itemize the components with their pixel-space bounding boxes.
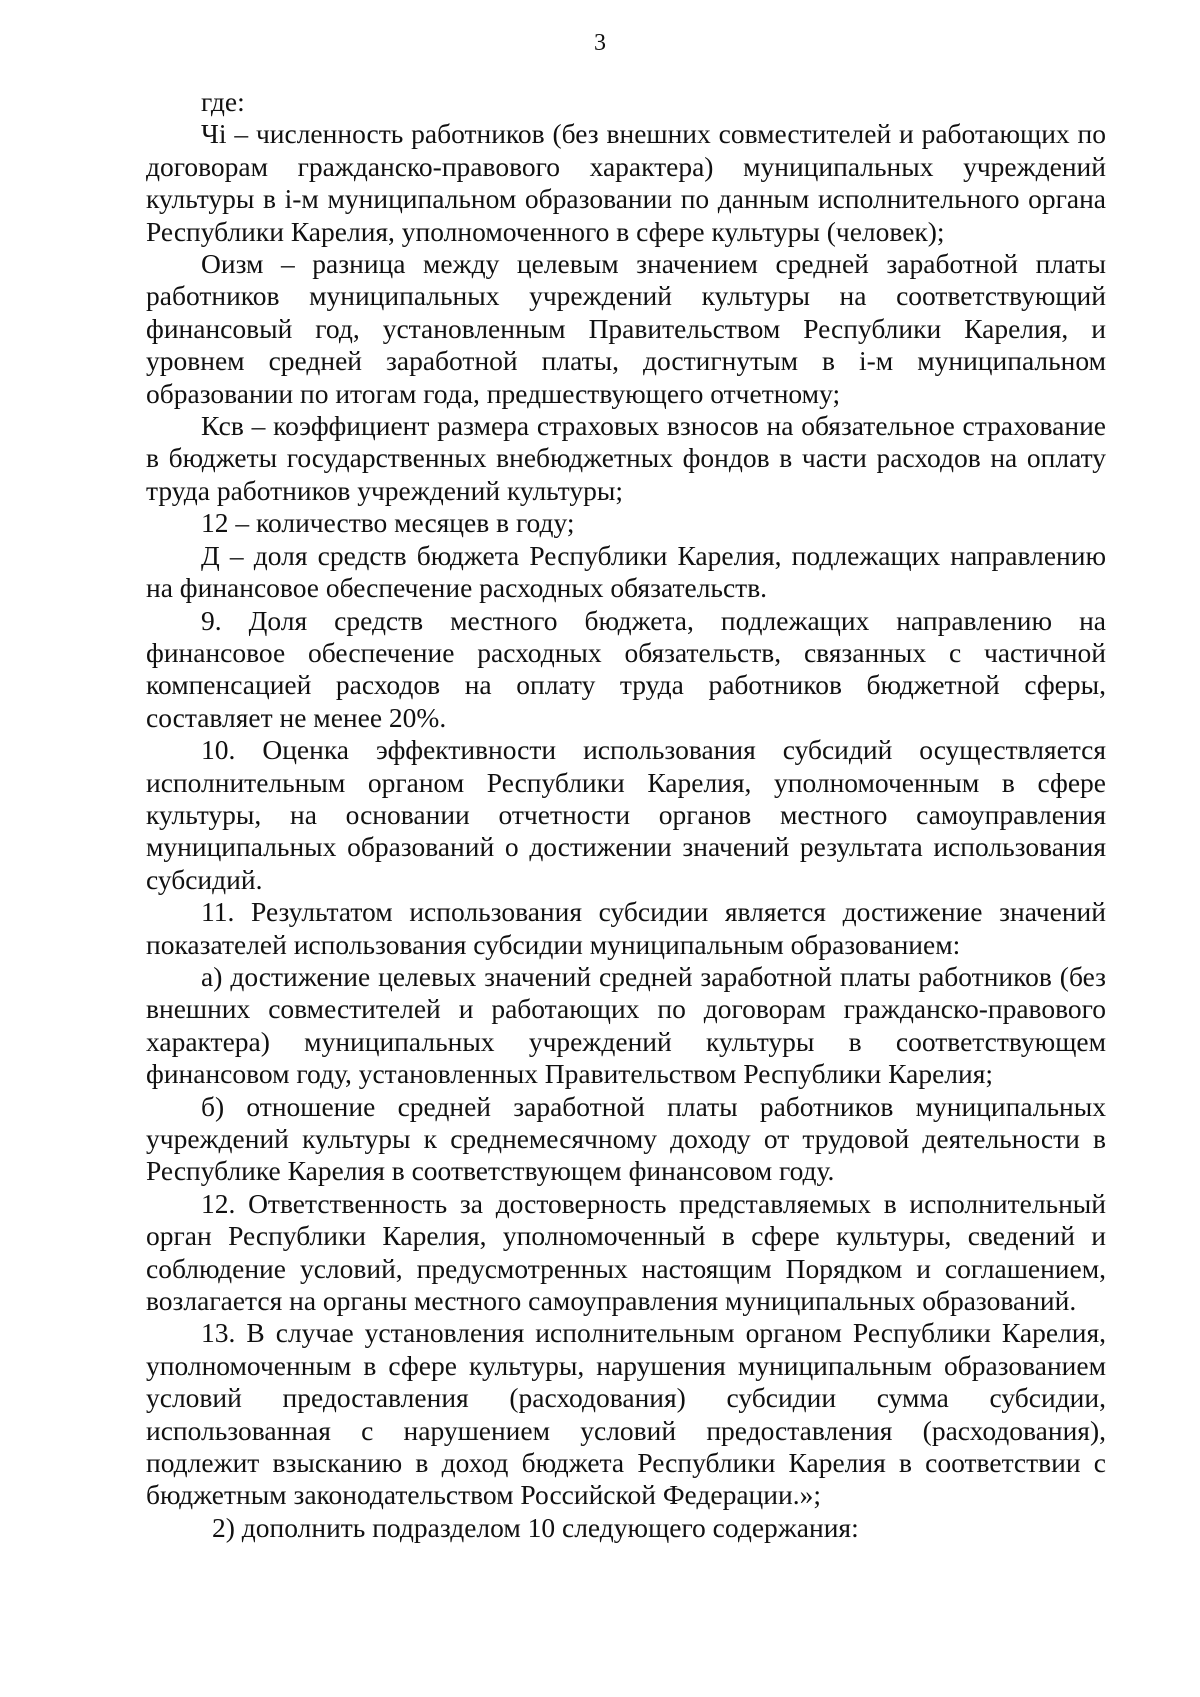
paragraph-item-11-b: б) отношение средней заработной платы работников муниципальных учреждений культуры к среднемесячному доходу от трудовой деятельности в Республике Карелия в соответствующем финансовом году. (146, 1090, 1106, 1187)
paragraph-item-10: 10. Оценка эффективности использования субсидий осуществляется исполнительным органом Республики Карелия, уполномоченным в сфере культуры, на основании отчетности органов местного самоуправления муниципальных образований о достижении значений результата использования субсидий. (146, 734, 1106, 895)
document-body (146, 86, 1106, 1544)
paragraph-item-11-a: а) достижение целевых значений средней заработной платы работников (без внешних совместителей и работающих по договорам гражданско-правового характера) муниципальных учреждений культуры в соответствующем финансовом году, установленных Правительством Республики Карелия; (146, 960, 1106, 1090)
paragraph-item-12: 12. Ответственность за достоверность представляемых в исполнительный орган Республики Карелия, уполномоченный в сфере культуры, сведений и соблюдение условий, предусмотренных настоящим Порядком и соглашением, возлагается на органы местного самоуправления муниципальных образований. (146, 1187, 1106, 1317)
page-number: 3 (594, 30, 606, 56)
paragraph-months-definition: 12 – количество месяцев в году; (201, 507, 575, 539)
paragraph-d-definition: Д – доля средств бюджета Республики Карелия, подлежащих направлению на финансовое обеспечение расходных обязательств. (146, 539, 1106, 604)
paragraph-item-13: 13. В случае установления исполнительным органом Республики Карелия, уполномоченным в сфере культуры, нарушения муниципальным образованием условий предоставления (расходования) субсидии сумма субсидии, использованная с нарушением условий предоставления (расходования), подлежит взысканию в доход бюджета Республики Карелия в соответствии с бюджетным законодательством Российской Федерации.»; (146, 1317, 1106, 1511)
paragraph-item-11: 11. Результатом использования субсидии является достижение значений показателей использования субсидии муниципальным образованием: (146, 896, 1106, 960)
paragraph-chi-definition: Чi – численность работников (без внешних совместителей и работающих по договорам гражданско-правового характера) муниципальных учреждений культуры в i-м муниципальном образовании по данным исполнительного органа Республики Карелия, уполномоченного в сфере культуры (человек); (146, 118, 1106, 247)
paragraph-amendment-2: 2) дополнить подразделом 10 следующего содержания: (212, 1511, 859, 1543)
paragraph-oizm-definition: Оизм – разница между целевым значением средней заработной платы работников муниципальных учреждений культуры на соответствующий финансовый год, установленным Правительством Республики Карелия, и уровнем средней заработной платы, достигнутым в i-м муниципальном образовании по итогам года, предшествующего отчетному; (146, 248, 1106, 409)
paragraph-where: где: (201, 86, 245, 117)
paragraph-item-9: 9. Доля средств местного бюджета, подлежащих направлению на финансовое обеспечение расходных обязательств, связанных с частичной компенсацией расходов на оплату труда работников бюджетной сферы, составляет не менее 20%. (146, 604, 1106, 733)
paragraph-ksv-definition: Ксв – коэффициент размера страховых взносов на обязательное страхование в бюджеты государственных внебюджетных фондов в части расходов на оплату труда работников учреждений культуры; (146, 410, 1106, 506)
